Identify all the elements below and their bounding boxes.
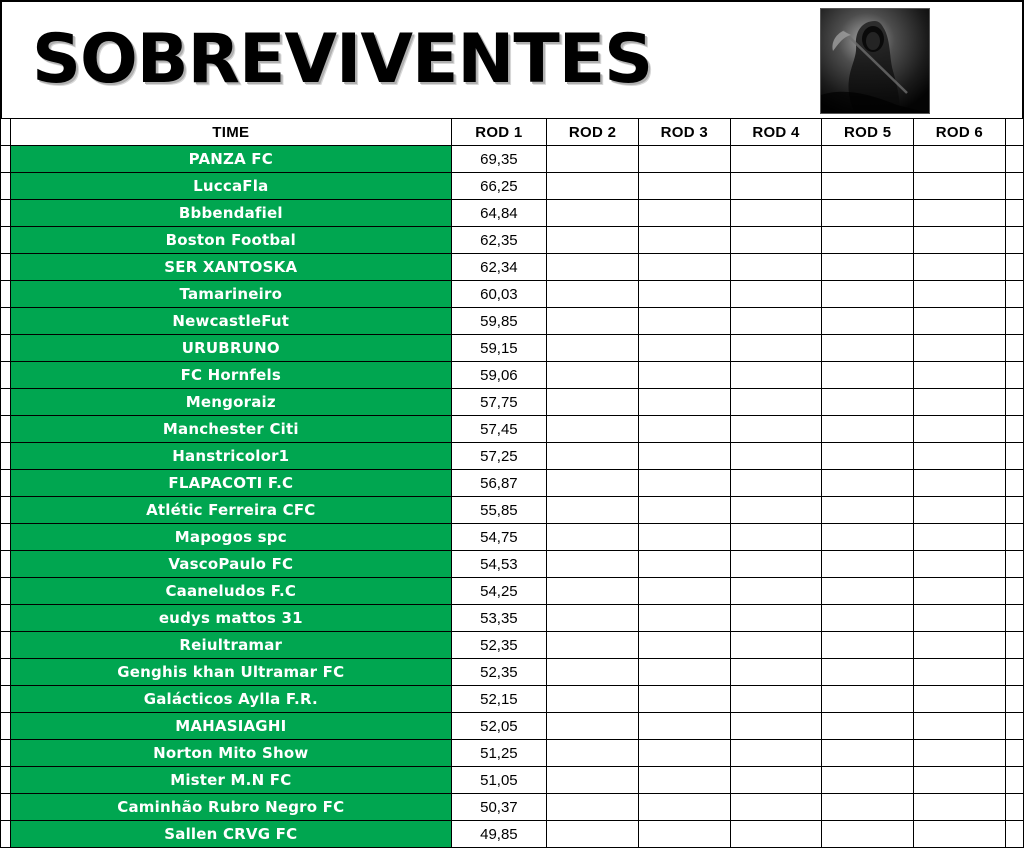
score-cell-2[interactable]	[547, 551, 639, 578]
right-gutter	[1005, 740, 1023, 767]
score-cell-4[interactable]	[730, 578, 822, 605]
team-name-cell[interactable]: Boston Footbal	[11, 227, 451, 254]
score-cell-2[interactable]	[547, 767, 639, 794]
score-cell-4[interactable]	[730, 146, 822, 173]
score-cell-5[interactable]	[822, 416, 914, 443]
score-cell-2[interactable]	[547, 227, 639, 254]
table-row	[1, 443, 1024, 470]
right-gutter	[1005, 416, 1023, 443]
score-cell-5[interactable]	[822, 632, 914, 659]
team-name-cell[interactable]: VascoPaulo FC	[11, 551, 451, 578]
table-body	[1, 146, 1024, 848]
score-cell-6[interactable]	[914, 173, 1006, 200]
left-gutter	[1, 173, 11, 200]
table-row	[1, 227, 1024, 254]
team-name-cell[interactable]: Sallen CRVG FC	[11, 821, 451, 848]
right-gutter	[1005, 443, 1023, 470]
team-name-cell[interactable]: Tamarineiro	[11, 281, 451, 308]
column-header-rod-3: ROD 3	[638, 119, 730, 146]
score-cell-3[interactable]	[638, 794, 730, 821]
score-cell-2[interactable]	[547, 416, 639, 443]
right-gutter	[1005, 470, 1023, 497]
table-header-row	[1, 119, 1024, 146]
score-cell-2[interactable]	[547, 200, 639, 227]
score-cell-6[interactable]	[914, 578, 1006, 605]
left-gutter	[1, 389, 11, 416]
score-cell-5[interactable]	[822, 551, 914, 578]
score-cell-3[interactable]	[638, 308, 730, 335]
score-cell-1[interactable]: 51,25	[451, 740, 547, 767]
score-cell-5[interactable]	[822, 740, 914, 767]
table-row	[1, 632, 1024, 659]
score-cell-6[interactable]	[914, 794, 1006, 821]
score-cell-2[interactable]	[547, 281, 639, 308]
title-banner	[0, 0, 1024, 118]
score-cell-4[interactable]	[730, 443, 822, 470]
score-cell-4[interactable]	[730, 362, 822, 389]
score-cell-4[interactable]	[730, 686, 822, 713]
table-row	[1, 551, 1024, 578]
score-cell-4[interactable]	[730, 281, 822, 308]
team-name-cell[interactable]: FC Hornfels	[11, 362, 451, 389]
table-row	[1, 659, 1024, 686]
score-cell-3[interactable]	[638, 821, 730, 848]
table-row	[1, 254, 1024, 281]
score-cell-2[interactable]	[547, 794, 639, 821]
score-cell-4[interactable]	[730, 254, 822, 281]
score-cell-5[interactable]	[822, 335, 914, 362]
left-gutter	[1, 254, 11, 281]
team-name-cell[interactable]: Atlétic Ferreira CFC	[11, 497, 451, 524]
score-cell-5[interactable]	[822, 767, 914, 794]
team-name-cell[interactable]: NewcastleFut	[11, 308, 451, 335]
score-cell-6[interactable]	[914, 308, 1006, 335]
score-cell-6[interactable]	[914, 767, 1006, 794]
team-name-cell[interactable]: Norton Mito Show	[11, 740, 451, 767]
team-name-cell[interactable]: LuccaFla	[11, 173, 451, 200]
score-cell-4[interactable]	[730, 551, 822, 578]
team-name-cell[interactable]: MAHASIAGHI	[11, 713, 451, 740]
right-gutter	[1005, 551, 1023, 578]
score-cell-6[interactable]	[914, 254, 1006, 281]
table-row	[1, 416, 1024, 443]
right-gutter	[1005, 119, 1023, 146]
team-name-cell[interactable]: Caaneludos F.C	[11, 578, 451, 605]
left-gutter	[1, 497, 11, 524]
table-row	[1, 173, 1024, 200]
table-row	[1, 362, 1024, 389]
right-gutter	[1005, 308, 1023, 335]
team-name-cell[interactable]: Bbbendafiel	[11, 200, 451, 227]
left-gutter	[1, 146, 11, 173]
score-cell-4[interactable]	[730, 767, 822, 794]
left-gutter	[1, 632, 11, 659]
score-cell-4[interactable]	[730, 308, 822, 335]
score-cell-1[interactable]: 64,84	[451, 200, 547, 227]
score-cell-5[interactable]	[822, 524, 914, 551]
score-cell-2[interactable]	[547, 362, 639, 389]
score-cell-3[interactable]	[638, 713, 730, 740]
score-cell-6[interactable]	[914, 497, 1006, 524]
score-cell-6[interactable]	[914, 200, 1006, 227]
left-gutter	[1, 227, 11, 254]
left-gutter	[1, 659, 11, 686]
team-name-cell[interactable]: Galácticos Aylla F.R.	[11, 686, 451, 713]
score-cell-3[interactable]	[638, 443, 730, 470]
score-cell-2[interactable]	[547, 254, 639, 281]
score-cell-2[interactable]	[547, 335, 639, 362]
right-gutter	[1005, 335, 1023, 362]
score-cell-2[interactable]	[547, 740, 639, 767]
table-row	[1, 200, 1024, 227]
score-cell-5[interactable]	[822, 470, 914, 497]
score-cell-2[interactable]	[547, 659, 639, 686]
right-gutter	[1005, 200, 1023, 227]
score-cell-6[interactable]	[914, 389, 1006, 416]
table-row	[1, 767, 1024, 794]
score-cell-4[interactable]	[730, 335, 822, 362]
score-cell-3[interactable]	[638, 632, 730, 659]
score-cell-3[interactable]	[638, 497, 730, 524]
score-cell-1[interactable]: 54,53	[451, 551, 547, 578]
left-gutter	[1, 335, 11, 362]
right-gutter	[1005, 281, 1023, 308]
score-cell-1[interactable]: 52,15	[451, 686, 547, 713]
score-cell-1[interactable]: 66,25	[451, 173, 547, 200]
left-gutter	[1, 443, 11, 470]
left-gutter	[1, 551, 11, 578]
left-gutter	[1, 767, 11, 794]
score-cell-6[interactable]	[914, 470, 1006, 497]
team-name-cell[interactable]: Caminhão Rubro Negro FC	[11, 794, 451, 821]
score-cell-1[interactable]: 53,35	[451, 605, 547, 632]
score-cell-2[interactable]	[547, 713, 639, 740]
score-cell-6[interactable]	[914, 362, 1006, 389]
score-cell-5[interactable]	[822, 227, 914, 254]
score-cell-3[interactable]	[638, 173, 730, 200]
table-row	[1, 794, 1024, 821]
score-cell-4[interactable]	[730, 794, 822, 821]
score-cell-5[interactable]	[822, 497, 914, 524]
score-cell-6[interactable]	[914, 821, 1006, 848]
score-cell-1[interactable]: 52,35	[451, 632, 547, 659]
score-cell-2[interactable]	[547, 686, 639, 713]
score-cell-3[interactable]	[638, 470, 730, 497]
score-cell-3[interactable]	[638, 740, 730, 767]
right-gutter	[1005, 659, 1023, 686]
score-cell-1[interactable]: 52,35	[451, 659, 547, 686]
left-gutter	[1, 794, 11, 821]
score-cell-1[interactable]: 57,45	[451, 416, 547, 443]
team-name-cell[interactable]: PANZA FC	[11, 146, 451, 173]
right-gutter	[1005, 794, 1023, 821]
table-row	[1, 308, 1024, 335]
right-gutter	[1005, 767, 1023, 794]
score-cell-3[interactable]	[638, 605, 730, 632]
score-cell-2[interactable]	[547, 821, 639, 848]
left-gutter	[1, 470, 11, 497]
score-cell-3[interactable]	[638, 200, 730, 227]
right-gutter	[1005, 578, 1023, 605]
score-cell-3[interactable]	[638, 659, 730, 686]
score-cell-2[interactable]	[547, 308, 639, 335]
table-row	[1, 821, 1024, 848]
score-cell-4[interactable]	[730, 173, 822, 200]
score-cell-2[interactable]	[547, 173, 639, 200]
score-cell-5[interactable]	[822, 281, 914, 308]
score-cell-1[interactable]: 69,35	[451, 146, 547, 173]
left-gutter	[1, 119, 11, 146]
column-header-rod-6: ROD 6	[914, 119, 1006, 146]
score-cell-3[interactable]	[638, 767, 730, 794]
score-cell-1[interactable]: 57,25	[451, 443, 547, 470]
column-header-rod-1: ROD 1	[451, 119, 547, 146]
score-cell-1[interactable]: 54,25	[451, 578, 547, 605]
score-cell-5[interactable]	[822, 659, 914, 686]
score-cell-6[interactable]	[914, 551, 1006, 578]
table-row	[1, 578, 1024, 605]
score-cell-4[interactable]	[730, 497, 822, 524]
score-cell-5[interactable]	[822, 389, 914, 416]
score-cell-6[interactable]	[914, 227, 1006, 254]
left-gutter	[1, 308, 11, 335]
score-cell-3[interactable]	[638, 389, 730, 416]
team-name-cell[interactable]: Reiultramar	[11, 632, 451, 659]
score-cell-1[interactable]: 62,35	[451, 227, 547, 254]
column-header-rod-4: ROD 4	[730, 119, 822, 146]
score-cell-1[interactable]: 49,85	[451, 821, 547, 848]
score-cell-4[interactable]	[730, 416, 822, 443]
right-gutter	[1005, 254, 1023, 281]
score-cell-2[interactable]	[547, 578, 639, 605]
score-cell-5[interactable]	[822, 254, 914, 281]
score-cell-1[interactable]: 56,87	[451, 470, 547, 497]
score-cell-1[interactable]: 54,75	[451, 524, 547, 551]
score-cell-6[interactable]	[914, 740, 1006, 767]
score-cell-4[interactable]	[730, 389, 822, 416]
right-gutter	[1005, 524, 1023, 551]
left-gutter	[1, 416, 11, 443]
score-cell-3[interactable]	[638, 281, 730, 308]
score-cell-5[interactable]	[822, 686, 914, 713]
left-gutter	[1, 281, 11, 308]
right-gutter	[1005, 686, 1023, 713]
score-cell-4[interactable]	[730, 227, 822, 254]
score-cell-1[interactable]: 60,03	[451, 281, 547, 308]
score-cell-3[interactable]	[638, 551, 730, 578]
score-cell-6[interactable]	[914, 524, 1006, 551]
score-cell-3[interactable]	[638, 146, 730, 173]
score-cell-4[interactable]	[730, 200, 822, 227]
table-row	[1, 146, 1024, 173]
team-name-cell[interactable]: eudys mattos 31	[11, 605, 451, 632]
score-cell-2[interactable]	[547, 146, 639, 173]
score-cell-5[interactable]	[822, 200, 914, 227]
score-cell-6[interactable]	[914, 146, 1006, 173]
score-cell-1[interactable]: 57,75	[451, 389, 547, 416]
score-cell-5[interactable]	[822, 578, 914, 605]
left-gutter	[1, 686, 11, 713]
score-cell-2[interactable]	[547, 497, 639, 524]
score-cell-1[interactable]: 62,34	[451, 254, 547, 281]
score-cell-1[interactable]: 59,06	[451, 362, 547, 389]
score-cell-4[interactable]	[730, 524, 822, 551]
page-title: SOBREVIVENTES	[32, 20, 653, 99]
left-gutter	[1, 200, 11, 227]
right-gutter	[1005, 497, 1023, 524]
score-cell-6[interactable]	[914, 281, 1006, 308]
right-gutter	[1005, 146, 1023, 173]
left-gutter	[1, 713, 11, 740]
table-row	[1, 713, 1024, 740]
score-cell-6[interactable]	[914, 713, 1006, 740]
team-name-cell[interactable]: Manchester Citi	[11, 416, 451, 443]
score-cell-5[interactable]	[822, 713, 914, 740]
score-cell-4[interactable]	[730, 470, 822, 497]
score-cell-6[interactable]	[914, 605, 1006, 632]
right-gutter	[1005, 632, 1023, 659]
right-gutter	[1005, 362, 1023, 389]
score-cell-5[interactable]	[822, 443, 914, 470]
score-cell-5[interactable]	[822, 605, 914, 632]
grim-reaper-photo	[820, 8, 930, 114]
team-name-cell[interactable]: Hanstricolor1	[11, 443, 451, 470]
column-header-time: TIME	[11, 119, 451, 146]
score-cell-1[interactable]: 52,05	[451, 713, 547, 740]
score-cell-2[interactable]	[547, 389, 639, 416]
table-row	[1, 335, 1024, 362]
score-cell-1[interactable]: 59,15	[451, 335, 547, 362]
score-cell-3[interactable]	[638, 335, 730, 362]
left-gutter	[1, 821, 11, 848]
score-cell-4[interactable]	[730, 605, 822, 632]
score-cell-2[interactable]	[547, 443, 639, 470]
left-gutter	[1, 578, 11, 605]
score-cell-5[interactable]	[822, 362, 914, 389]
score-cell-5[interactable]	[822, 146, 914, 173]
left-gutter	[1, 605, 11, 632]
score-cell-5[interactable]	[822, 794, 914, 821]
table-row	[1, 389, 1024, 416]
grim-reaper-icon	[821, 9, 929, 113]
score-cell-6[interactable]	[914, 659, 1006, 686]
team-name-cell[interactable]: URUBRUNO	[11, 335, 451, 362]
score-cell-1[interactable]: 55,85	[451, 497, 547, 524]
score-cell-5[interactable]	[822, 821, 914, 848]
score-cell-2[interactable]	[547, 470, 639, 497]
score-cell-3[interactable]	[638, 686, 730, 713]
left-gutter	[1, 524, 11, 551]
score-cell-4[interactable]	[730, 632, 822, 659]
column-header-rod-2: ROD 2	[547, 119, 639, 146]
score-cell-6[interactable]	[914, 416, 1006, 443]
score-cell-5[interactable]	[822, 173, 914, 200]
right-gutter	[1005, 713, 1023, 740]
team-name-cell[interactable]: FLAPACOTI F.C	[11, 470, 451, 497]
table-row	[1, 740, 1024, 767]
score-cell-4[interactable]	[730, 659, 822, 686]
score-cell-4[interactable]	[730, 740, 822, 767]
table-row	[1, 470, 1024, 497]
left-gutter	[1, 362, 11, 389]
left-gutter	[1, 740, 11, 767]
score-cell-1[interactable]: 59,85	[451, 308, 547, 335]
score-cell-3[interactable]	[638, 524, 730, 551]
score-cell-4[interactable]	[730, 821, 822, 848]
right-gutter	[1005, 821, 1023, 848]
score-cell-3[interactable]	[638, 416, 730, 443]
team-name-cell[interactable]: Mister M.N FC	[11, 767, 451, 794]
score-cell-2[interactable]	[547, 605, 639, 632]
right-gutter	[1005, 389, 1023, 416]
score-cell-1[interactable]: 51,05	[451, 767, 547, 794]
team-name-cell[interactable]: Mapogos spc	[11, 524, 451, 551]
table-row	[1, 497, 1024, 524]
score-cell-1[interactable]: 50,37	[451, 794, 547, 821]
score-cell-6[interactable]	[914, 632, 1006, 659]
team-name-cell[interactable]: Mengoraiz	[11, 389, 451, 416]
table-row	[1, 524, 1024, 551]
score-cell-3[interactable]	[638, 578, 730, 605]
right-gutter	[1005, 227, 1023, 254]
standings-table	[0, 118, 1024, 848]
score-cell-3[interactable]	[638, 254, 730, 281]
team-name-cell[interactable]: Genghis khan Ultramar FC	[11, 659, 451, 686]
score-cell-3[interactable]	[638, 227, 730, 254]
score-cell-2[interactable]	[547, 524, 639, 551]
team-name-cell[interactable]: SER XANTOSKA	[11, 254, 451, 281]
right-gutter	[1005, 173, 1023, 200]
score-cell-2[interactable]	[547, 632, 639, 659]
score-cell-4[interactable]	[730, 713, 822, 740]
column-header-rod-5: ROD 5	[822, 119, 914, 146]
table-row	[1, 686, 1024, 713]
table-row	[1, 605, 1024, 632]
score-cell-6[interactable]	[914, 686, 1006, 713]
score-cell-5[interactable]	[822, 308, 914, 335]
right-gutter	[1005, 605, 1023, 632]
score-cell-3[interactable]	[638, 362, 730, 389]
score-cell-6[interactable]	[914, 443, 1006, 470]
score-cell-6[interactable]	[914, 335, 1006, 362]
table-row	[1, 281, 1024, 308]
